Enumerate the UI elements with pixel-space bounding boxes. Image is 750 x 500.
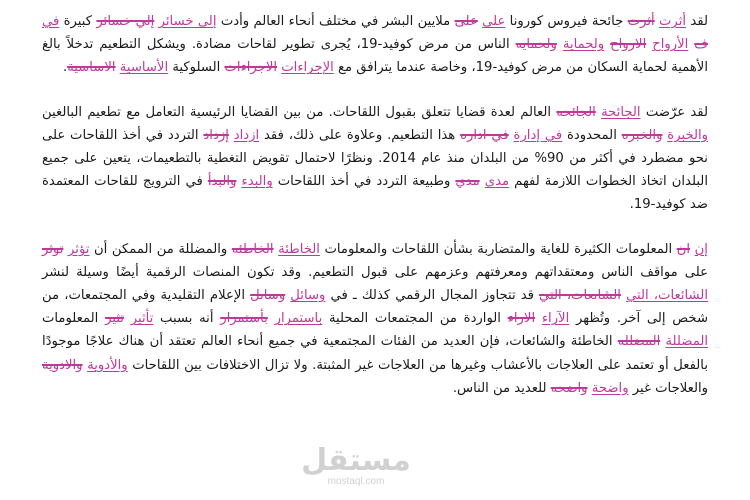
deleted-text: مدي (455, 174, 480, 190)
deleted-text: الشاىعات، التي (539, 288, 621, 304)
inserted-text: أثرت (659, 14, 687, 29)
inserted-text: على (482, 14, 506, 29)
deleted-text: تثير (105, 311, 124, 327)
deleted-text: الخاطئه (231, 241, 274, 257)
body-text: في الترويج للقاحات المعتمدة ضد كوفيد-19. (42, 174, 708, 213)
deleted-text: والادوية (42, 357, 83, 373)
inserted-text: والأدوية (87, 357, 128, 373)
body-text: على مواقف الناس ومعتقداتهم ومعرفتهم وعزمهم على قبول التطعيم. وقد تكون المنصات الرقمية أيضًا وسيلة لنشر (42, 264, 708, 280)
inserted-text: والخبرة (667, 127, 709, 143)
paragraph-2 (42, 101, 708, 217)
body-text: الخاطئة والشائعات، فإن العديد من الفئات المجتمعية في جميع أنحاء العالم تعتقد أن هناك علاجًا موجودًا بالفعل أو تعتمد على العلاجات بالأعشاب وغيرها من العلاجات غير المثبتة. ولا تزال الاختلافات بين اللقاحات (42, 334, 708, 373)
watermark-logo: مستقل (301, 443, 411, 478)
deleted-text: إزداد (203, 127, 229, 143)
deleted-text: واضحه (550, 380, 588, 396)
deleted-text: ان (676, 241, 691, 257)
document-body (42, 0, 708, 400)
inserted-text: الأساسية (119, 60, 169, 76)
body-text: الناس من مرض كوفيد-19، يُجرى تطوير لقاحات مضادة. ويشكل التطعيم تدخلاً بالغ الأهمية لحماية السكان من مرض كوفيد-19، وخاصة عندما يترافق مع (42, 37, 708, 76)
body-text: والمضللة من الممكن أن (89, 241, 232, 257)
deleted-text: على (454, 14, 478, 29)
deleted-text: في اداره (460, 127, 509, 143)
body-text: قد تتجاوز المجال الرقمي كذلك ـ في (325, 288, 540, 304)
body-text: لقد (686, 14, 708, 29)
body-text (268, 311, 275, 326)
body-text: المحدودة (562, 127, 622, 143)
paragraph-1 (42, 0, 708, 80)
deleted-text: الاساسية (67, 60, 116, 76)
inserted-text: واضحة (591, 380, 629, 396)
inserted-text: الآراء (541, 311, 570, 327)
inserted-text: الخاطئة (278, 241, 320, 257)
inserted-text: إلى خسائر (158, 14, 217, 29)
deleted-text: ف (694, 37, 708, 53)
inserted-text: الأرواح (652, 37, 689, 53)
body-text: الإعلام التقليدية وفي المجتمعات، من شخص إلى آخر. وتُظهر (42, 288, 708, 327)
body-text: هذا التطعيم. وعلاوة على ذلك، فقد (259, 127, 461, 143)
inserted-text: باستمرار (274, 311, 323, 327)
body-text: التردد في أخذ اللقاحات على نحو مضطرد في أكثر من 90% من البلدان منذ عام 2014. ونظرًا لاحتمال تقويض التغطية بالتطعيمات، يتعين على جميع البلدان اتخاذ الخطوات اللازمة لفهم (42, 127, 708, 190)
body-text: وطبيعة التردد في أخذ اللقاحات (272, 174, 456, 190)
inserted-text: تؤثر (68, 241, 90, 257)
deleted-text: أثرت (627, 14, 655, 29)
body-text: والعلاجات غير (628, 380, 708, 396)
body-text: العالم لعدة قضايا تتعلق بقبول اللقاحات. من بين القضايا الرئيسية التعامل مع تطعيم البالغين (42, 104, 557, 120)
watermark-url: mostaql.com (327, 476, 385, 487)
body-text: المعلومات (42, 311, 106, 327)
body-text: أنه بسبب (153, 311, 221, 327)
inserted-text: تأثير (130, 311, 154, 327)
deleted-text: بأستمرار (220, 311, 268, 327)
inserted-text: المضللة (665, 334, 708, 350)
mostaql-watermark (296, 443, 416, 488)
deleted-text: الجائحه (556, 104, 596, 120)
inserted-text: ازداد (233, 127, 260, 143)
inserted-text: الجائحة (601, 104, 641, 120)
deleted-text: وساىل (250, 288, 286, 304)
deleted-text: إلي خسائر (96, 14, 155, 29)
body-text: الواردة من المجتمعات المحلية (322, 311, 508, 327)
deleted-text: الاجراءات (224, 60, 278, 76)
inserted-text: في (42, 14, 60, 29)
deleted-text: والخبره (621, 127, 663, 143)
deleted-text: والبدأ (207, 174, 237, 190)
inserted-text: الإجراءات (281, 60, 334, 76)
deleted-text: المضلله (617, 334, 661, 350)
inserted-text: والبدء (241, 174, 273, 190)
deleted-text: الاراء (507, 311, 536, 327)
inserted-text: ولحماية (562, 37, 605, 53)
body-text: المعلومات الكثيرة للغاية والمتضاربة بشأن اللقاحات والمعلومات (319, 241, 677, 257)
body-text: السلوكية (168, 60, 225, 76)
body-text: جائحة فيروس كورونا (505, 14, 628, 29)
body-text: ملايين البشر في مختلف أنحاء العالم وأدت (216, 14, 455, 29)
inserted-text: وسائل (290, 288, 326, 304)
inserted-text: إن (694, 241, 708, 257)
inserted-text: في إدارة (513, 127, 563, 143)
inserted-text: الشائعات، التي (626, 288, 708, 304)
body-text: . (63, 60, 68, 76)
body-text (124, 311, 131, 326)
deleted-text: الارواح (610, 37, 647, 53)
body-text: كبيرة (59, 14, 97, 29)
deleted-text: ولحمايه (515, 37, 557, 53)
body-text: للعديد من الناس. (452, 380, 551, 396)
inserted-text: مدى (484, 174, 510, 190)
body-text: لقد عرّضت (640, 104, 708, 120)
paragraph-3 (42, 238, 708, 400)
body-text (535, 311, 542, 326)
deleted-text: توثر (42, 241, 64, 257)
